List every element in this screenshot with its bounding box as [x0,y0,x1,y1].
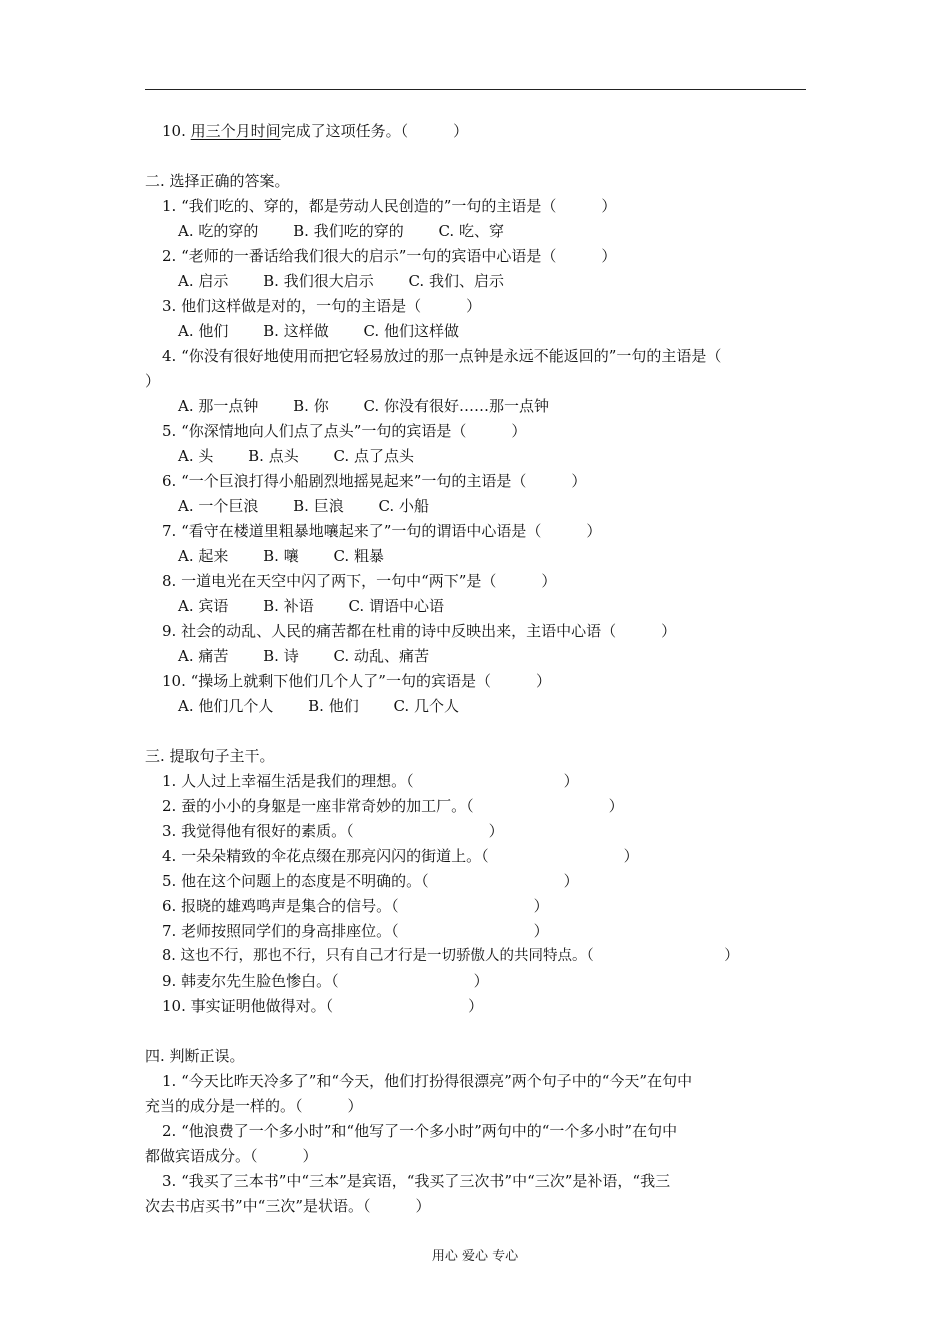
section-title: 四. 判断正误。 [145,1047,245,1065]
question-1: 1. “我们吃的、穿的，都是劳动人民创造的”一句的主语是（ ） [162,197,617,215]
question-1: 1. “今天比昨天冷多了”和“今天，他们打扮得很漂亮”两个句子中的“今天”在句中 [162,1072,693,1090]
question-7: 7. 老师按照同学们的身高排座位。（ ） [162,922,549,940]
question-3-continued: 次去书店买书”中“三次”是状语。（ ） [145,1197,431,1215]
question-1: 1. 人人过上幸福生活是我们的理想。（ ） [162,772,579,790]
options-2: A. 启示 B. 我们很大启示 C. 我们、启示 [178,272,504,290]
options-8: A. 宾语 B. 补语 C. 谓语中心语 [178,597,444,615]
question-6: 6. 报晓的雄鸡鸣声是集合的信号。（ ） [162,897,549,915]
question-3: 3. “我买了三本书”中“三本”是宾语，“我买了三次书”中“三次”是补语，“我三 [162,1172,671,1190]
question-2-continued: 都做宾语成分。（ ） [145,1147,318,1165]
options-4: A. 那一点钟 B. 你 C. 你没有很好……那一点钟 [178,397,549,415]
section-title: 三. 提取句子主干。 [145,747,275,765]
section-title: 二. 选择正确的答案。 [145,172,290,190]
question-4: 4. 一朵朵精致的伞花点缀在那亮闪闪的街道上。（ ） [162,847,639,865]
question-5: 5. “你深情地向人们点了点头”一句的宾语是（ ） [162,422,527,440]
question-2: 2. “老师的一番话给我们很大的启示”一句的宾语中心语是（ ） [162,247,617,265]
question-10: 10. 事实证明他做得对。（ ） [162,997,484,1015]
options-10: A. 他们几个人 B. 他们 C. 几个人 [178,697,459,715]
question-6: 6. “一个巨浪打得小船剧烈地摇晃起来”一句的主语是（ ） [162,472,587,490]
question-2: 2. 蚕的小小的身躯是一座非常奇妙的加工厂。（ ） [162,797,624,815]
question-10-carryover [162,121,468,141]
question-3: 3. 他们这样做是对的，一句的主语是（ ） [162,297,482,315]
question-number: 10. [162,122,186,140]
question-7: 7. “看守在楼道里粗暴地嚷起来了”一句的谓语中心语是（ ） [162,522,602,540]
header-rule [145,89,806,90]
options-9: A. 痛苦 B. 诗 C. 动乱、痛苦 [178,647,429,665]
question-8: 8. 一道电光在天空中闪了两下，一句中“两下”是（ ） [162,572,557,590]
options-5: A. 头 B. 点头 C. 点了点头 [178,447,414,465]
question-3: 3. 我觉得他有很好的素质。（ ） [162,822,504,840]
underlined-phrase: 用三个月时间 [190,122,281,140]
options-7: A. 起来 B. 嚷 C. 粗暴 [178,547,384,565]
question-8: 8. 这也不行，那也不行，只有自己才行是一切骄傲人的共同特点。（ ） [162,948,739,964]
question-1-continued: 充当的成分是一样的。（ ） [145,1097,363,1115]
options-3: A. 他们 B. 这样做 C. 他们这样做 [178,322,459,340]
question-10: 10. “操场上就剩下他们几个人了”一句的宾语是（ ） [162,672,551,690]
options-1: A. 吃的穿的 B. 我们吃的穿的 C. 吃、穿 [178,222,504,240]
question-9: 9. 社会的动乱、人民的痛苦都在杜甫的诗中反映出来，主语中心语（ ） [162,622,677,640]
question-4-continued: ） [145,372,161,390]
question-text: 完成了这项任务。（ ） [280,122,469,140]
question-9: 9. 韩麦尔先生脸色惨白。（ ） [162,972,489,990]
question-5: 5. 他在这个问题上的态度是不明确的。（ ） [162,872,579,890]
page-footer: 用心 爱心 专心 [431,1249,519,1264]
question-4: 4. “你没有很好地使用而把它轻易放过的那一点钟是永远不能返回的”一句的主语是（ [162,347,722,365]
options-6: A. 一个巨浪 B. 巨浪 C. 小船 [178,497,429,515]
question-2: 2. “他浪费了一个多小时”和“他写了一个多小时”两句中的“一个多小时”在句中 [162,1122,678,1140]
